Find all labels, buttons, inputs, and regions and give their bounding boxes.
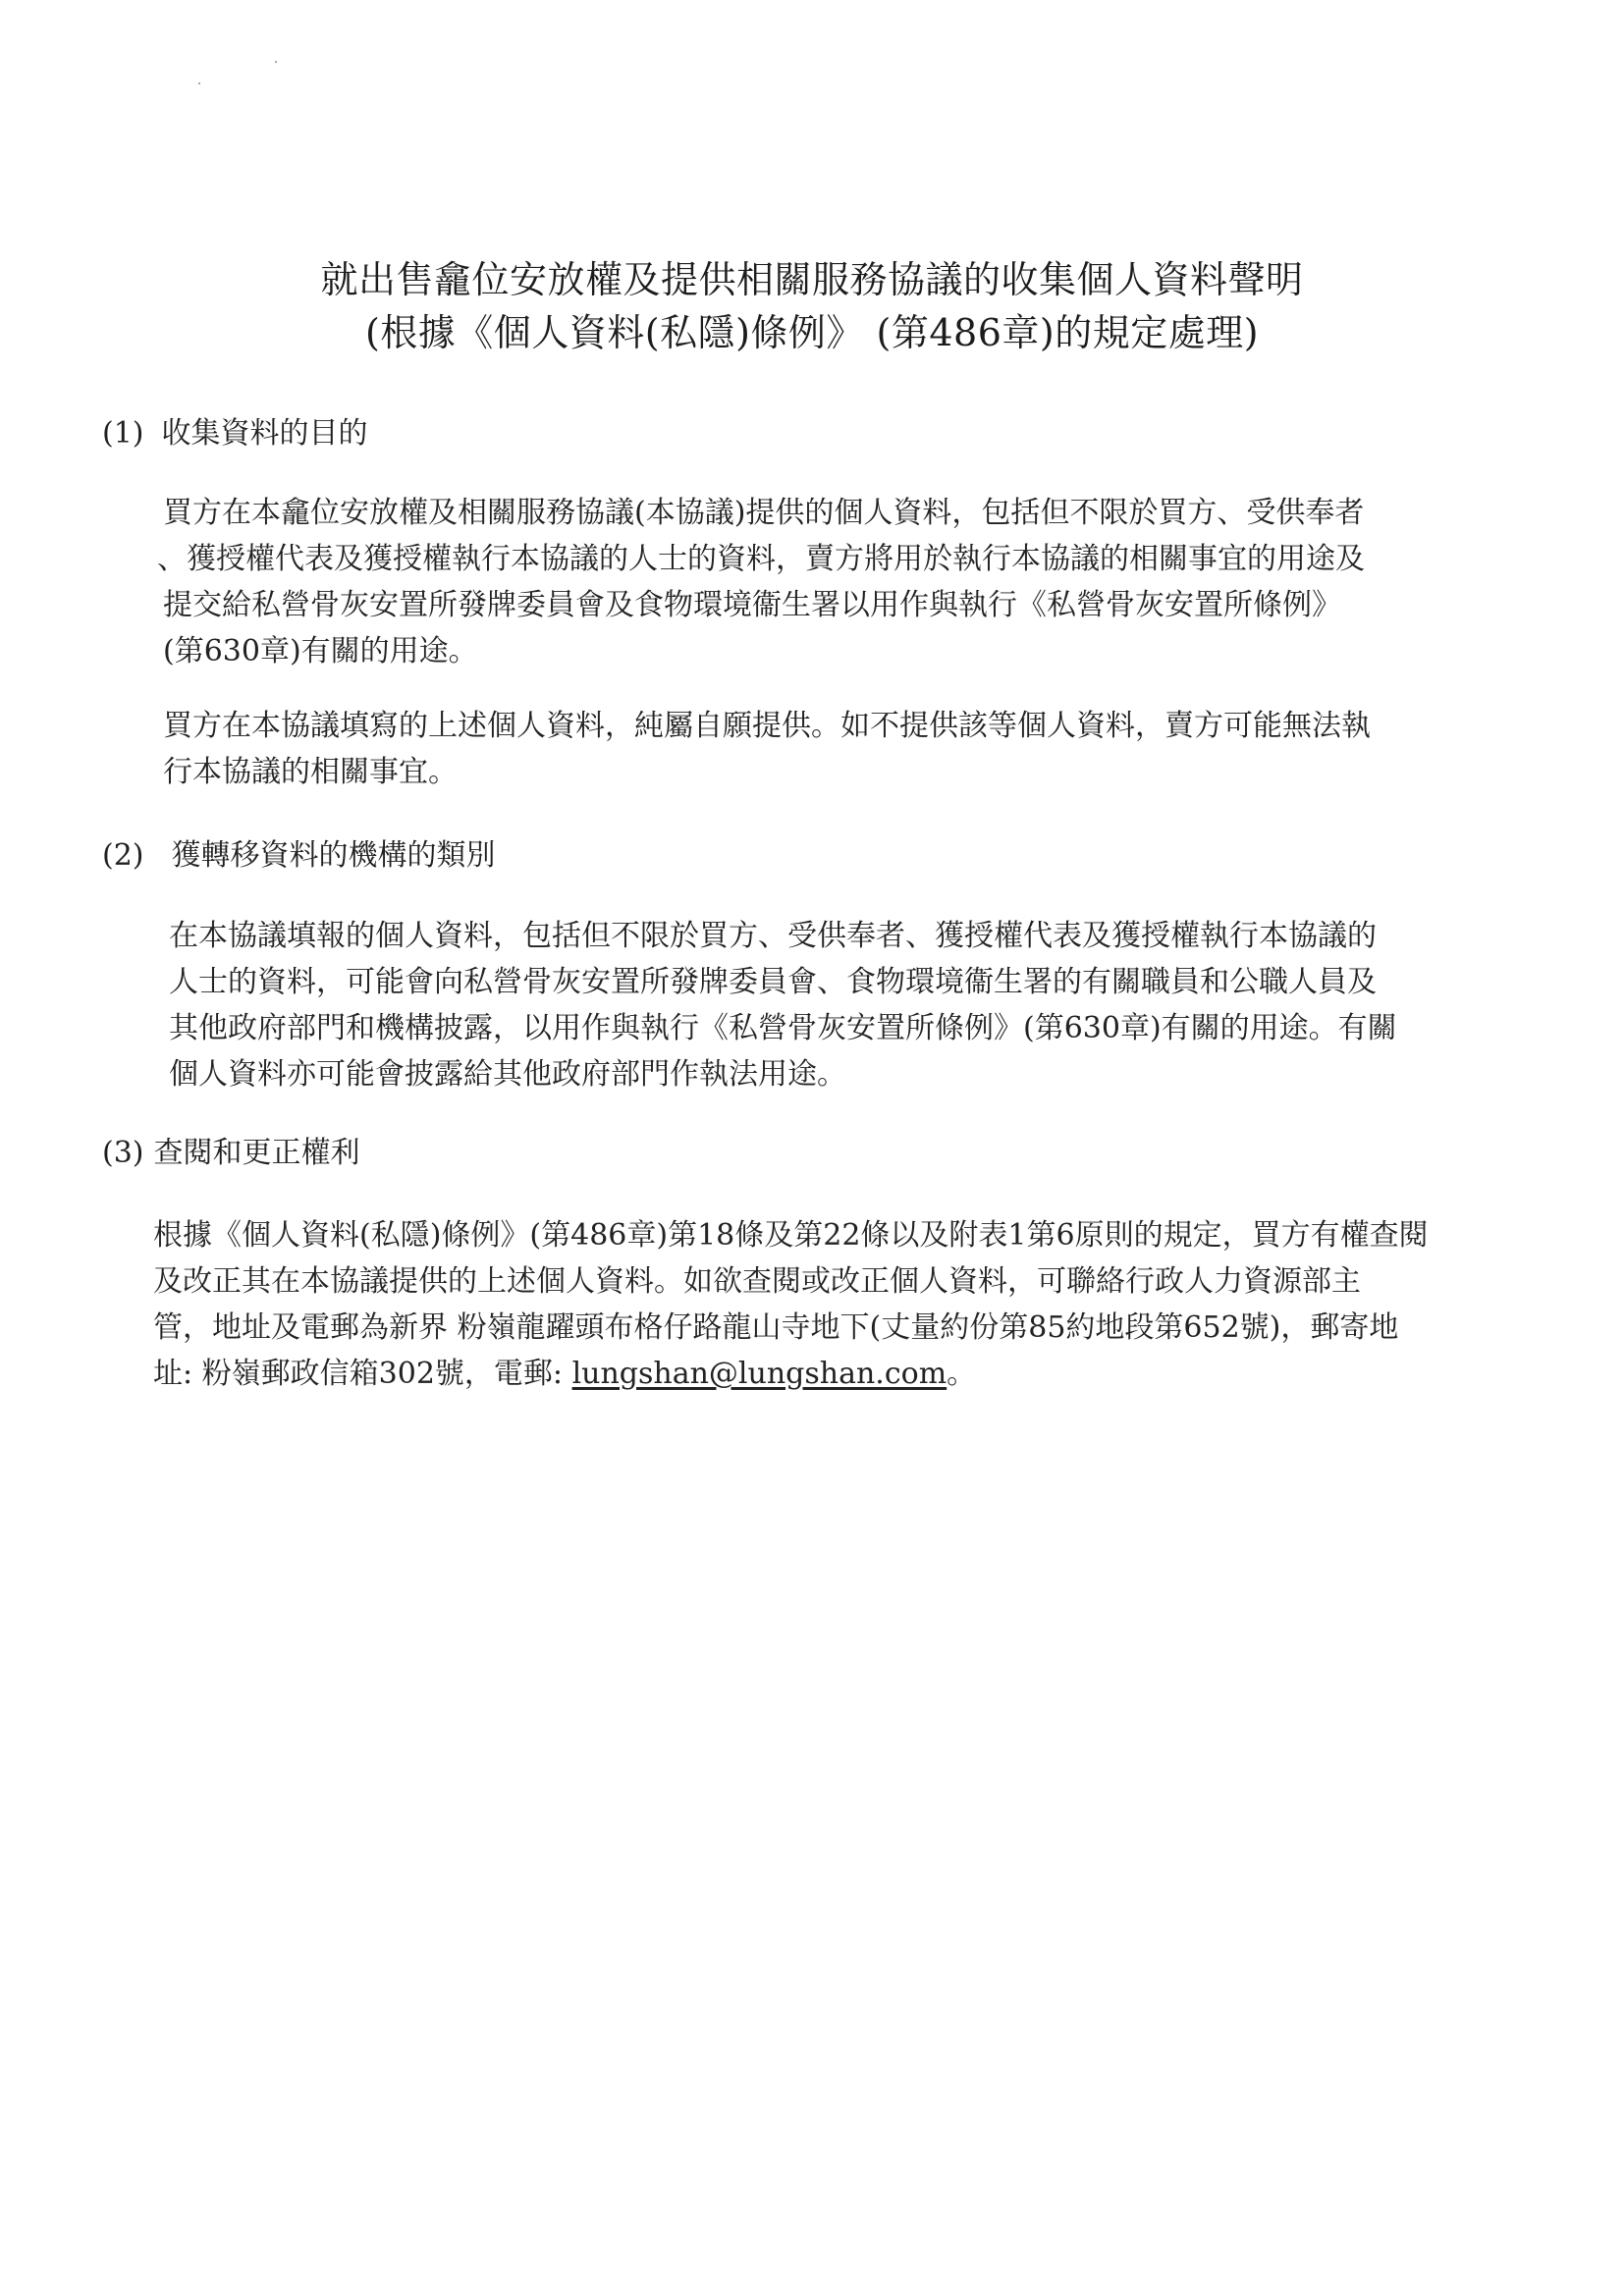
closing-punctuation: 。 — [947, 1357, 977, 1391]
address-text: 址: 粉嶺郵政信箱302號，電郵: — [153, 1357, 572, 1391]
paragraph-line: 、獲授權代表及獲授權執行本協議的人士的資料，賣方將用於執行本協議的相關事宜的用途及 — [157, 542, 1365, 576]
title-line-2: (根據《個人資料(私隱)條例》 (第486章)的規定處理) — [364, 311, 1260, 354]
paragraph-line: 行本協議的相關事宜。 — [163, 755, 458, 789]
section-title: 收集資料的目的 — [161, 416, 368, 451]
section-2-paragraph-1 — [169, 913, 1514, 1097]
scan-specks — [192, 57, 291, 96]
paragraph-line: 及改正其在本協議提供的上述個人資料。如欲查閱或改正個人資料，可聯絡行政人力資源部主 — [153, 1264, 1361, 1299]
paragraph-last-line — [153, 1351, 1518, 1397]
section-number: (3) — [102, 1136, 144, 1170]
title-line-1: 就出售龕位安放權及提供相關服務協議的收集個人資料聲明 — [320, 258, 1304, 301]
section-3-paragraph-1 — [153, 1212, 1518, 1397]
paragraph-line: 管，地址及電郵為新界 粉嶺龍躍頭布格仔路龍山寺地下(丈量約份第85約地段第652號)，郵寄地 — [153, 1310, 1399, 1345]
paragraph-line: 提交給私營骨灰安置所發牌委員會及食物環境衞生署以用作與執行《私營骨灰安置所條例》 — [163, 588, 1341, 622]
scan-speck — [275, 61, 277, 63]
email-link[interactable]: lungshan@lungshan.com — [571, 1357, 947, 1391]
section-title: 查閱和更正權利 — [153, 1136, 360, 1170]
paragraph-line: 在本協議填報的個人資料，包括但不限於買方、受供奉者、獲授權代表及獲授權執行本協議的 — [169, 919, 1377, 953]
section-1-paragraph-1 — [157, 490, 1508, 674]
paragraph-line: (第630章)有關的用途。 — [163, 634, 478, 668]
paragraph-line: 根據《個人資料(私隱)條例》(第486章)第18條及第22條以及附表1第6原則的規定，買方有權查閱 — [153, 1218, 1429, 1253]
section-3-heading — [102, 1134, 360, 1173]
section-title: 獲轉移資料的機構的類別 — [171, 838, 496, 873]
section-1-paragraph-2 — [163, 703, 1508, 795]
paragraph-line: 買方在本協議填寫的上述個人資料，純屬自願提供。如不提供該等個人資料，賣方可能無法執 — [163, 709, 1371, 743]
paragraph-line: 其他政府部門和機構披露，以用作與執行《私營骨灰安置所條例》(第630章)有關的用途。有關 — [169, 1011, 1397, 1045]
section-2-heading — [102, 836, 496, 876]
section-number: (2) — [102, 838, 144, 873]
scan-speck — [198, 82, 200, 84]
paragraph-line: 人士的資料，可能會向私營骨灰安置所發牌委員會、食物環境衞生署的有關職員和公職人員及 — [169, 965, 1377, 999]
paragraph-line: 個人資料亦可能會披露給其他政府部門作執法用途。 — [169, 1057, 846, 1092]
document-title — [0, 253, 1624, 359]
section-number: (1) — [102, 416, 144, 451]
section-1-heading — [102, 414, 368, 454]
paragraph-line: 買方在本龕位安放權及相關服務協議(本協議)提供的個人資料，包括但不限於買方、受供奉者 — [163, 496, 1365, 530]
